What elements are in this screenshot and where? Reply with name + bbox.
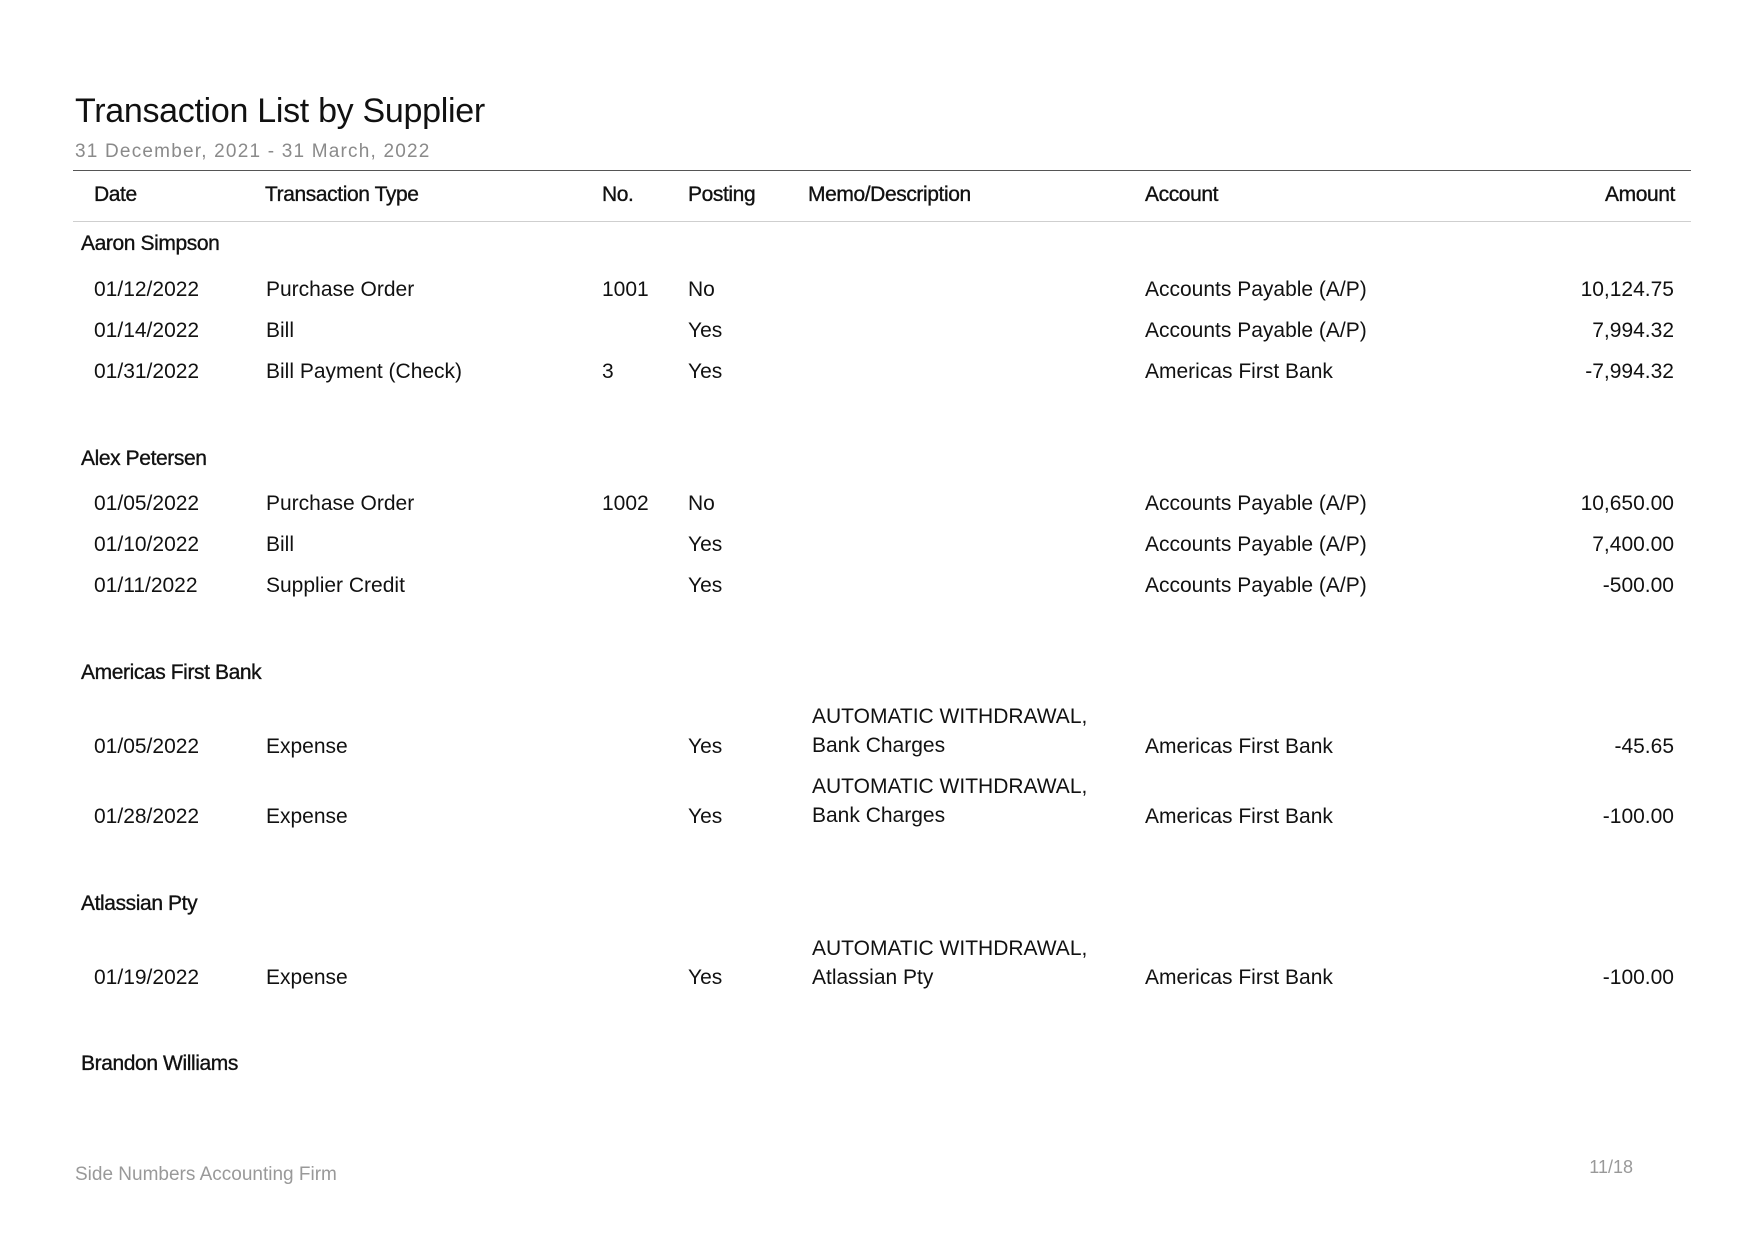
row-amount: -100.00	[1602, 805, 1674, 828]
row-posting: Yes	[688, 319, 723, 342]
row-amount: 10,650.00	[1580, 492, 1674, 515]
footer-page-number: 11/18	[1589, 1157, 1633, 1177]
row-posting: No	[688, 492, 715, 515]
row-amount: 7,400.00	[1592, 533, 1674, 556]
column-header-account: Account	[1145, 183, 1219, 206]
row-amount: -45.65	[1614, 735, 1674, 758]
header-divider	[73, 221, 1691, 222]
report-title: Transaction List by Supplier	[75, 92, 485, 130]
row-transaction-type: Expense	[266, 735, 348, 758]
row-account: Accounts Payable (A/P)	[1145, 533, 1367, 556]
row-amount: -100.00	[1602, 966, 1674, 989]
row-date: 01/14/2022	[94, 319, 200, 342]
row-account: Accounts Payable (A/P)	[1145, 492, 1367, 515]
row-transaction-type: Expense	[266, 966, 348, 989]
row-number: 1001	[602, 278, 649, 301]
row-date: 01/19/2022	[94, 966, 200, 989]
row-posting: Yes	[688, 735, 723, 758]
row-memo	[812, 934, 1087, 992]
column-header-posting: Posting	[688, 183, 756, 206]
column-header-no: No.	[602, 183, 634, 206]
row-account: Americas First Bank	[1145, 735, 1333, 758]
row-account: Accounts Payable (A/P)	[1145, 278, 1367, 301]
row-date: 01/12/2022	[94, 278, 200, 301]
row-date: 01/05/2022	[94, 735, 200, 758]
column-header-transaction-type: Transaction Type	[265, 183, 419, 206]
row-memo-line: Bank Charges	[812, 804, 946, 827]
row-date: 01/05/2022	[94, 492, 200, 515]
row-date: 01/11/2022	[94, 574, 198, 597]
row-memo-line: AUTOMATIC WITHDRAWAL,	[812, 705, 1088, 728]
row-amount: -500.00	[1602, 574, 1674, 597]
row-transaction-type: Bill	[266, 533, 295, 556]
row-transaction-type: Bill	[266, 319, 295, 342]
top-divider	[73, 170, 1691, 171]
row-posting: Yes	[688, 805, 723, 828]
supplier-group-name: Americas First Bank	[81, 661, 262, 684]
footer-firm-name: Side Numbers Accounting Firm	[75, 1164, 337, 1185]
supplier-group-name: Aaron Simpson	[81, 232, 220, 255]
row-transaction-type: Purchase Order	[266, 278, 415, 301]
column-header-memo: Memo/Description	[808, 183, 971, 206]
row-memo-line: AUTOMATIC WITHDRAWAL,	[812, 775, 1088, 798]
row-number: 3	[602, 360, 614, 383]
row-transaction-type: Supplier Credit	[266, 574, 405, 597]
column-header-amount: Amount	[1605, 183, 1675, 206]
row-memo	[812, 702, 1087, 760]
row-posting: Yes	[688, 360, 723, 383]
row-memo	[812, 772, 1087, 830]
row-transaction-type: Expense	[266, 805, 348, 828]
row-amount: -7,994.32	[1585, 360, 1674, 383]
row-account: Accounts Payable (A/P)	[1145, 319, 1367, 342]
row-account: Americas First Bank	[1145, 360, 1333, 383]
row-number: 1002	[602, 492, 649, 515]
row-account: Americas First Bank	[1145, 805, 1333, 828]
row-date: 01/10/2022	[94, 533, 200, 556]
row-account: Accounts Payable (A/P)	[1145, 574, 1367, 597]
row-posting: Yes	[688, 966, 723, 989]
report-period: 31 December, 2021 - 31 March, 2022	[75, 141, 431, 162]
row-posting: Yes	[688, 533, 723, 556]
row-memo-line: AUTOMATIC WITHDRAWAL,	[812, 937, 1088, 960]
row-posting: No	[688, 278, 715, 301]
supplier-group-name: Atlassian Pty	[81, 892, 198, 915]
row-transaction-type: Purchase Order	[266, 492, 415, 515]
supplier-group-name: Brandon Williams	[81, 1052, 238, 1075]
row-memo-line: Bank Charges	[812, 734, 946, 757]
row-amount: 10,124.75	[1580, 278, 1674, 301]
row-date: 01/31/2022	[94, 360, 200, 383]
supplier-group-name: Alex Petersen	[81, 447, 207, 470]
row-transaction-type: Bill Payment (Check)	[266, 360, 463, 383]
column-header-date: Date	[94, 183, 137, 206]
row-account: Americas First Bank	[1145, 966, 1333, 989]
row-memo-line: Atlassian Pty	[812, 966, 934, 989]
row-posting: Yes	[688, 574, 723, 597]
row-date: 01/28/2022	[94, 805, 200, 828]
row-amount: 7,994.32	[1592, 319, 1674, 342]
